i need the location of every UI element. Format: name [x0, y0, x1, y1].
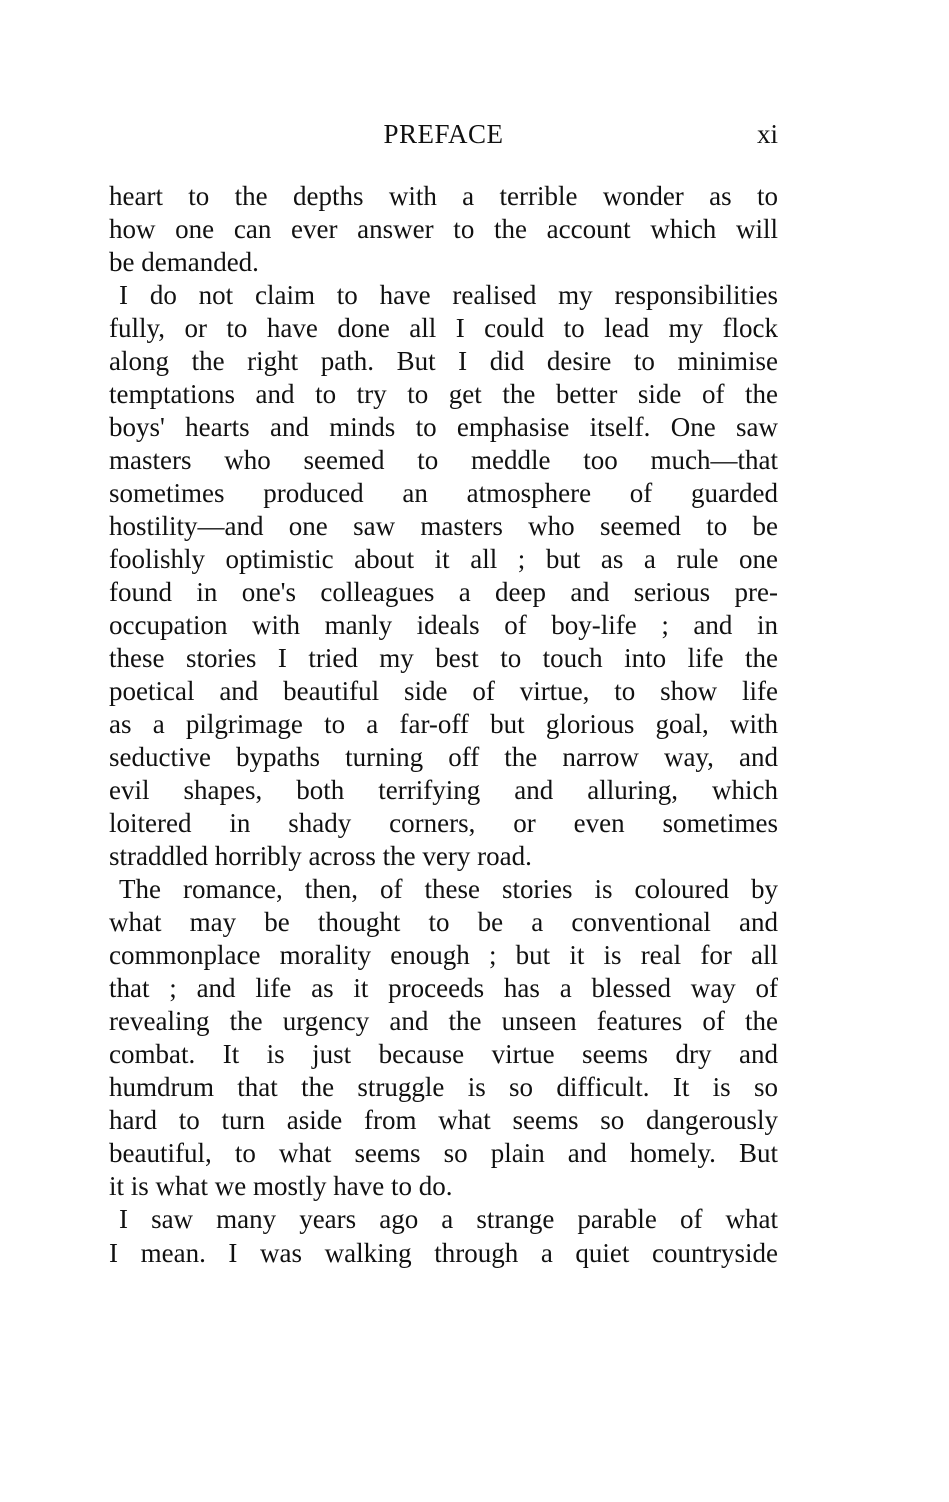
text-line: what may be thought to be a conventional and	[109, 907, 778, 938]
text-line: how one can ever answer to the account which will	[109, 214, 778, 245]
paragraph	[109, 1203, 778, 1269]
text-line: boys' hearts and minds to emphasise itself. One saw	[109, 412, 778, 443]
text-line: poetical and beautiful side of virtue, to show life	[109, 676, 778, 707]
text-line: The romance, then, of these stories is coloured by	[119, 874, 778, 905]
text-line: straddled horribly across the very road.	[109, 841, 532, 872]
text-line: hard to turn aside from what seems so dangerously	[109, 1105, 778, 1136]
text-line: revealing the urgency and the unseen features of the	[109, 1006, 778, 1037]
text-line: loitered in shady corners, or even sometimes	[109, 808, 778, 839]
text-line: temptations and to try to get the better side of the	[109, 379, 778, 410]
text-line: foolishly optimistic about it all ; but as a rule one	[109, 544, 778, 575]
running-head	[109, 114, 778, 154]
text-line: as a pilgrimage to a far-off but glorious goal, with	[109, 709, 778, 740]
text-line: evil shapes, both terrifying and alluring, which	[109, 775, 778, 806]
text-line: along the right path. But I did desire to minimise	[109, 346, 778, 377]
paragraph	[109, 873, 778, 1203]
text-line: occupation with manly ideals of boy-life ; and in	[109, 610, 778, 641]
text-line: hostility—and one saw masters who seemed to be	[109, 511, 778, 542]
text-line: humdrum that the struggle is so difficult. It is so	[109, 1072, 778, 1103]
body-text	[109, 180, 778, 1270]
text-line: it is what we mostly have to do.	[109, 1171, 453, 1202]
text-line: beautiful, to what seems so plain and homely. But	[109, 1138, 778, 1169]
text-line: fully, or to have done all I could to lead my flock	[109, 313, 778, 344]
paragraph	[109, 279, 778, 873]
page-number: xi	[756, 119, 778, 149]
text-line: sometimes produced an atmosphere of guarded	[109, 478, 778, 509]
text-line: I mean. I was walking through a quiet countryside	[109, 1237, 778, 1268]
text-line: these stories I tried my best to touch into life the	[109, 643, 778, 674]
text-line: be demanded.	[109, 247, 259, 278]
page-title: PREFACE	[383, 119, 504, 149]
text-line: masters who seemed to meddle too much—that	[109, 445, 778, 476]
text-line: combat. It is just because virtue seems dry and	[109, 1039, 778, 1070]
text-line: commonplace morality enough ; but it is real for all	[109, 940, 778, 971]
text-line: I saw many years ago a strange parable of what	[119, 1204, 778, 1235]
text-line: heart to the depths with a terrible wonder as to	[109, 181, 778, 211]
text-line: seductive bypaths turning off the narrow way, and	[109, 742, 778, 773]
text-line: I do not claim to have realised my responsibilities	[119, 280, 778, 311]
text-line: found in one's colleagues a deep and serious pre-	[109, 577, 778, 608]
text-line: that ; and life as it proceeds has a blessed way of	[109, 973, 778, 1004]
paragraph	[109, 180, 778, 279]
